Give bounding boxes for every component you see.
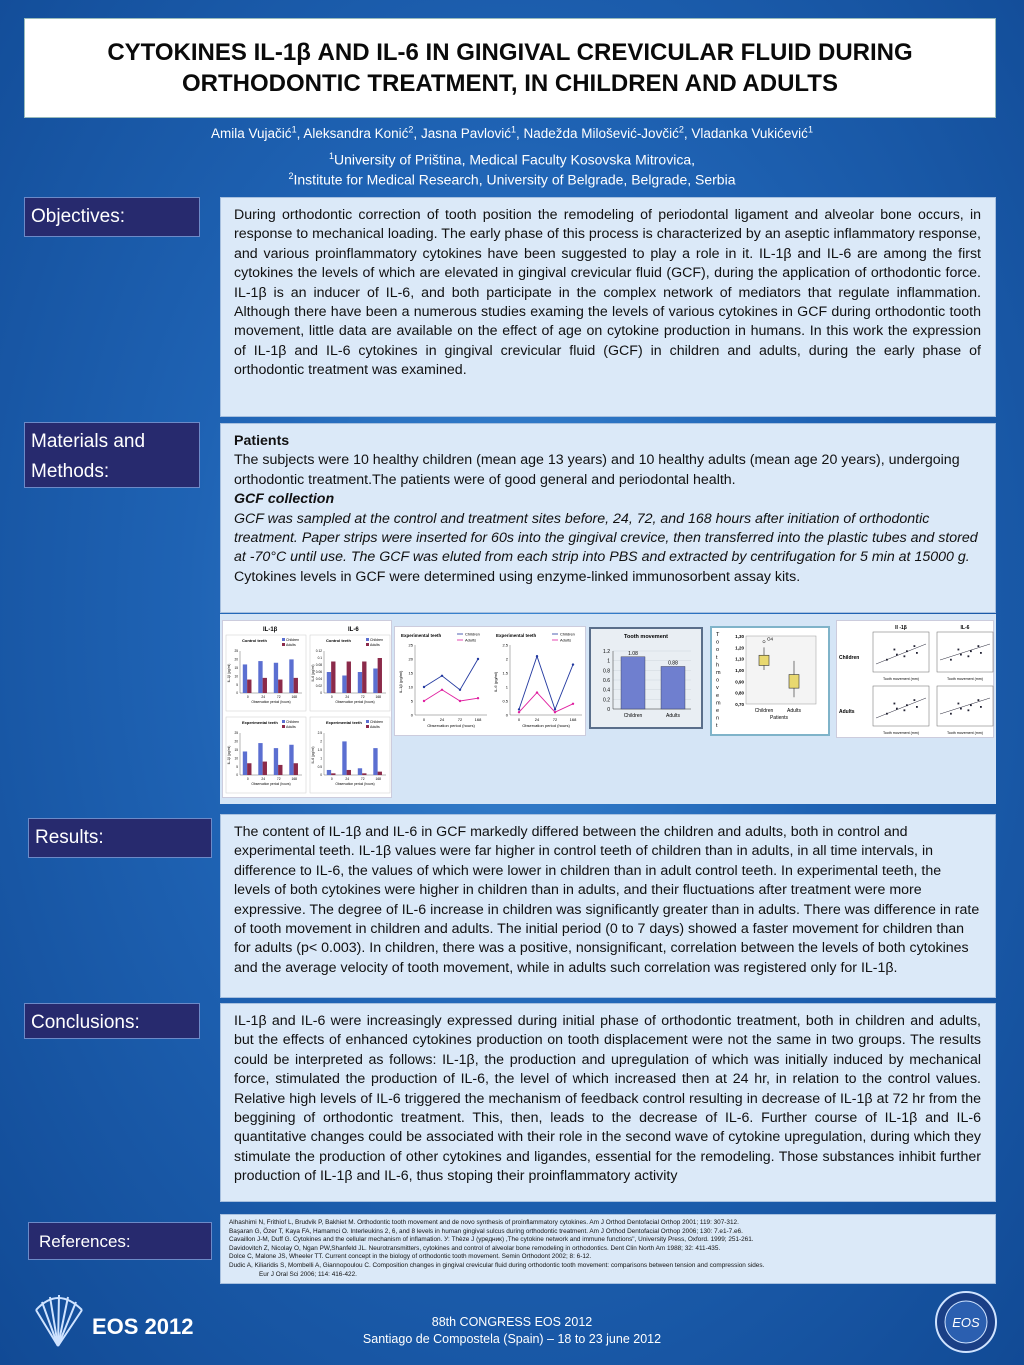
bar-value <box>621 657 645 709</box>
y-tick-label: 10 <box>408 684 413 690</box>
series-line-adults <box>424 690 478 701</box>
y-tick-label: 0.1 <box>317 656 322 661</box>
y-axis-letter: v <box>716 685 719 692</box>
x-tick-label: 24 <box>261 695 266 699</box>
legend-adults: Adults <box>465 637 477 643</box>
point-children <box>518 708 520 710</box>
x-tick-label: 24 <box>261 777 266 781</box>
y-axis-letter: m <box>716 700 721 707</box>
x-tick-label: 0 <box>246 777 249 781</box>
outlier-label: O4 <box>767 636 774 642</box>
y-tick-label: 10 <box>234 674 238 679</box>
y-axis-title: IL-1β (pg/ml) <box>227 745 231 765</box>
author: Vladanka Vukićević$^1$ <box>691 124 813 141</box>
bar-children <box>274 663 278 693</box>
methods-label <box>24 422 200 488</box>
y-tick-label: 1,00 <box>735 668 744 673</box>
series-line-adults <box>519 693 573 713</box>
bar-charts-figure <box>222 620 392 798</box>
bar-children <box>258 743 262 775</box>
reference-item-continuation: Eur J Oral Sci 2006; 114: 416-422. <box>259 1270 357 1278</box>
y-axis-letter: o <box>716 677 720 684</box>
objectives-panel <box>220 197 996 417</box>
bar-adults <box>278 765 282 775</box>
x-tick-label: 24 <box>345 777 350 781</box>
point-children <box>536 655 538 657</box>
row-header: Adults <box>839 709 855 715</box>
bar-adults <box>294 763 298 775</box>
correlation-svg <box>837 621 995 739</box>
svg-text:EOS 2012: EOS 2012 <box>92 1314 194 1339</box>
poster-title-line-1: CYTOKINES IL-1β AND IL-6 IN GINGIVAL CREVICULAR FLUID DURING <box>107 39 913 66</box>
x-tick-label: 72 <box>276 777 281 781</box>
plot-area <box>746 636 816 704</box>
affiliation-2: $^2$Institute for Medical Research, University of Belgrade, Belgrade, Serbia <box>288 171 736 188</box>
chart-title: Experimental teeth <box>326 720 362 725</box>
x-axis-title: Observation period (hours) <box>427 723 475 728</box>
point-adults <box>518 711 520 713</box>
gcf-text: GCF was sampled at the control and treatment sites before, 24, 72, and 168 hours after initiation of orthodontic treatment. Paper strips were inserted for 60s into the gingival crevice, then transferred into the plastic tubes and stored at -70°C until use. The GCF was eluted from each strip into PBS and extracted by centrifugation for 5 min at 15000 g. Cytokines levels in GCF were determined using enzyme-linked immunosorbent assay kits. <box>234 510 978 585</box>
legend-children: Children <box>286 720 300 724</box>
x-axis-title: Observation period (hours) <box>335 782 375 786</box>
box-adults <box>789 675 799 689</box>
author-list <box>0 124 1024 141</box>
gcf-heading: GCF collection <box>234 491 335 508</box>
y-tick-label: 2.5 <box>317 731 322 736</box>
y-tick-label: 0 <box>410 712 413 718</box>
y-tick-label: 0 <box>607 707 610 713</box>
scatter-point <box>916 706 918 708</box>
line-chart-il6-experimental <box>493 632 582 729</box>
chart-title: Control teeth <box>326 638 351 643</box>
y-tick-label: 1,10 <box>735 656 744 662</box>
reference-item: Cavaillon J-M, Duff G. Cytokines and the cellular mechanism of inflamation. У: Thèze J (уредник) ,The cytokine network and immune functions", University Press, Oxford. 1999; 251-261. <box>229 1236 754 1244</box>
scatter-point <box>894 703 896 705</box>
x-tick-label: 72 <box>360 777 365 781</box>
point-children <box>477 658 479 660</box>
legend-children: Children <box>370 720 384 724</box>
y-tick-label: 0.2 <box>603 697 610 704</box>
x-tick-label: 24 <box>439 717 445 722</box>
scatter-point <box>914 699 916 701</box>
y-tick-label: 0 <box>320 691 322 696</box>
conclusions-label: Conclusions: <box>24 1003 200 1039</box>
point-children <box>459 689 461 691</box>
bar-children <box>327 672 331 693</box>
bar-adults <box>247 680 251 693</box>
poster-title-box <box>24 18 996 118</box>
point-adults <box>536 691 538 693</box>
y-axis-title: IL-6 (pg/ml) <box>311 746 315 764</box>
fig-header-il1b: IL-1β <box>263 627 278 633</box>
data-label: 1.08 <box>628 650 638 657</box>
row-header: Children <box>839 655 860 661</box>
legend-adults: Adults <box>370 643 380 647</box>
x-axis-title: Observation period (hours) <box>335 700 375 704</box>
legend-swatch-children <box>366 638 369 641</box>
x-tick-label: 168 <box>291 695 298 699</box>
x-tick-label: 168 <box>474 717 482 722</box>
x-tick-label: 168 <box>375 695 382 699</box>
eos-2012-logo <box>28 1290 208 1352</box>
y-axis-letter: h <box>716 662 720 669</box>
poster-title-line-2: ORTHODONTIC TREATMENT, IN CHILDREN AND ADULTS <box>182 70 838 97</box>
y-tick-label: 1.5 <box>317 748 322 752</box>
y-tick-label: 0.12 <box>315 649 322 654</box>
x-tick-label: Adults <box>666 713 680 719</box>
references-panel <box>220 1214 996 1284</box>
bar-adults <box>347 662 351 694</box>
bar-chart-il1b-experimental <box>226 717 306 793</box>
y-tick-label: 5 <box>236 764 238 769</box>
reference-item: Alhashimi N, Frithiof L, Brudvik P, Bakhiet M. Orthodontic tooth movement and de novo synthesis of proinflammatory cytokines. Am J Orthod Dentofacial Orthop 2001; 119: 307-312. <box>229 1219 739 1226</box>
legend-swatch-adults <box>366 643 369 646</box>
scatter-point <box>980 706 982 708</box>
scatter-point <box>968 655 970 657</box>
scatter-point <box>960 708 962 710</box>
chart-title: Control teeth <box>242 638 267 643</box>
y-axis-letter: m <box>716 670 721 676</box>
bar-children <box>373 669 377 694</box>
tooth-movement-figure <box>589 627 703 729</box>
y-tick-label: 2.5 <box>502 642 508 648</box>
y-axis-letter: t <box>716 723 718 730</box>
bar-children <box>373 748 377 775</box>
reference-item: Başaran G, Özer T, Kaya FA, Hamamci O. Interleukins 2, 6, and 8 levels in human gingival sulcus during orthodontic treatment. Am J Orthod Dentofacial Orthop 2006; 130: 7.e1-7.e6. <box>229 1227 743 1235</box>
y-tick-label: 1 <box>505 684 508 690</box>
y-tick-label: 0.8 <box>603 668 610 675</box>
y-tick-label: 0 <box>505 712 508 718</box>
bar-children <box>289 745 293 775</box>
scatter-cell <box>873 632 929 672</box>
bar-children <box>358 768 362 775</box>
chart-title: Experimental teeth <box>401 633 442 638</box>
point-adults <box>572 703 574 705</box>
author: Nadežda Milošević-Jovčić$^2$, <box>523 124 692 141</box>
point-adults <box>441 689 443 691</box>
y-tick-label: 0,90 <box>735 679 744 685</box>
y-tick-label: 0,80 <box>735 690 744 696</box>
y-tick-label: 15 <box>234 666 238 670</box>
author: Amila Vujačić$^1$, <box>211 124 304 141</box>
y-axis-letter: T <box>716 632 720 638</box>
y-tick-label: 0.06 <box>315 670 322 675</box>
y-tick-label: 0 <box>236 773 238 778</box>
line-charts-svg <box>395 627 587 737</box>
x-tick-label: 168 <box>569 717 577 722</box>
x-tick-label: Children <box>623 713 643 719</box>
x-tick-label: 72 <box>360 695 365 699</box>
boxplot-svg <box>712 628 828 734</box>
chart-title: Tooth movement <box>624 634 668 640</box>
scatter-point <box>914 645 916 647</box>
legend-swatch-children <box>282 638 285 641</box>
footer-congress: 88th CONGRESS EOS 2012 <box>431 1315 593 1329</box>
y-tick-label: 15 <box>234 748 238 752</box>
x-tick-label: 72 <box>276 695 281 699</box>
methods-label-line-1: Materials and <box>31 431 146 452</box>
chart-title: Experimental teeth <box>496 633 537 638</box>
x-tick-label: 24 <box>534 717 540 722</box>
tooth-movement-boxplot <box>716 632 816 729</box>
y-tick-label: 0 <box>320 773 322 778</box>
y-axis-letter: t <box>716 654 718 661</box>
y-axis-letter: e <box>716 692 720 699</box>
y-tick-label: 1,20 <box>735 645 744 651</box>
y-tick-label: 15 <box>408 670 413 676</box>
y-tick-label: 25 <box>408 642 413 648</box>
point-adults <box>423 700 425 702</box>
x-tick-label: 168 <box>375 777 382 781</box>
point-children <box>441 675 443 677</box>
footer-location: Santiago de Compostela (Spain) – 18 to 23 june 2012 <box>362 1332 662 1346</box>
figures-panel <box>220 614 996 804</box>
y-tick-label: 0.5 <box>317 764 322 769</box>
reference-item: Davidovitch Z, Nicolay O, Ngan PW,Shanfeld JL. Neurotransmitters, cytokines and control of alveolar bone remodeling in orthodontics. Dent Clin North Am 1988; 32: 411-435. <box>229 1244 721 1252</box>
author: Jasna Pavlović$^1$, <box>420 124 524 141</box>
y-tick-label: 25 <box>234 649 238 654</box>
bar-charts-svg <box>223 621 393 799</box>
y-axis-title: IL-1β (pg/ml) <box>227 663 231 683</box>
y-axis-title: IL-1β (pg/ml) <box>398 670 403 694</box>
point-adults <box>554 711 556 713</box>
bar-children <box>342 676 346 694</box>
bar-value <box>661 666 685 709</box>
legend-children: Children <box>465 631 480 637</box>
bar-chart-il6-control <box>310 635 390 711</box>
y-tick-label: 0.4 <box>603 687 610 694</box>
bar-adults <box>347 770 351 775</box>
legend-children: Children <box>370 638 384 642</box>
legend-swatch-adults <box>282 643 285 646</box>
legend-swatch-adults <box>282 725 285 728</box>
objectives-label: Objectives: <box>24 197 200 237</box>
point-adults <box>477 697 479 699</box>
y-tick-label: 2 <box>320 739 322 744</box>
line-chart-il1b-experimental <box>398 632 487 729</box>
scatter-point <box>958 649 960 651</box>
data-label: 0.88 <box>668 660 678 667</box>
scatter-point <box>980 652 982 654</box>
x-axis-title: Observation period (hours) <box>251 700 291 704</box>
correlation-figure <box>836 620 994 738</box>
y-tick-label: 0.6 <box>603 678 610 684</box>
x-tick-label: 0 <box>422 717 426 722</box>
y-axis-title: IL-6 (pg/ml) <box>311 664 315 682</box>
bar-children <box>243 751 247 775</box>
x-axis-title: Tooth movement (mm) <box>883 677 919 681</box>
scatter-point <box>904 655 906 657</box>
scatter-point <box>958 703 960 705</box>
y-tick-label: 20 <box>234 657 238 662</box>
bar-adults <box>378 658 382 693</box>
y-tick-label: 1 <box>320 756 322 761</box>
methods-panel <box>220 423 996 613</box>
y-tick-label: 10 <box>234 756 238 761</box>
scatter-point <box>894 649 896 651</box>
bar-adults <box>263 678 267 693</box>
reference-item: Dolce C, Malone JS, Wheeler TT. Current concept in the biology of orthodontic tooth movement. Semin Orthodont 2002; 8: 6-12. <box>229 1253 592 1261</box>
x-axis-title: Tooth movement (mm) <box>883 731 919 735</box>
scatter-point <box>978 645 980 647</box>
bar-adults <box>378 772 382 775</box>
legend-adults: Adults <box>286 643 296 647</box>
y-tick-label: 20 <box>408 656 413 662</box>
legend-children: Children <box>286 638 300 642</box>
affiliation-1: $^1$University of Priština, Medical Faculty Kosovska Mitrovica, <box>328 151 695 168</box>
line-charts-figure <box>394 626 586 736</box>
box-children <box>759 655 769 665</box>
bar-children <box>342 741 346 775</box>
scatter-point <box>916 652 918 654</box>
references-label: References: <box>28 1222 212 1260</box>
correlation-scatter-grid <box>839 625 993 735</box>
bar-adults <box>247 763 251 775</box>
y-tick-label: 0 <box>236 691 238 696</box>
scatter-cell <box>873 686 929 726</box>
point-children <box>554 708 556 710</box>
point-children <box>572 663 574 665</box>
eos-seal-icon <box>934 1290 998 1354</box>
bar-adults <box>263 762 267 775</box>
objectives-text: During orthodontic correction of tooth position the remodeling of periodontal ligament and alveolar bone occurs, in response to mechanical loading. The early phase of this process is characterized by an aseptic inflammatory response, and various proinflammatory cytokines have been suggested to play a role in it. IL-1β and IL-6 are among the first cytokines the levels of which are elevated in gingival crevicular fluid (GCF), during the application of orthodontic force. IL-1β is an inducer of IL-6, and both participate in the complex network of mediators that regulate inflammation. Although there have been a numerous studies examing the levels of various cytokines in GCF during orthodontic tooth movement, little data are available on the effect of age on cytokine production in humans. In this work the expression of IL-1β and IL-6 cytokines in gingival crevicular fluid (GCF) in children and adults, during the early phase of orthodontic treatment was examined. <box>234 207 981 379</box>
reference-item: Dudic A, Kiliaridis S, Mombelli A, Giannopoulou C. Composition changes in gingival crevicular fluid during orthodontic tooth movement: comparisons between tension and compression sides. <box>229 1261 765 1269</box>
legend-adults: Adults <box>286 725 296 729</box>
y-tick-label: 2 <box>505 656 508 662</box>
x-tick-label: 0 <box>246 695 249 699</box>
bar-adults <box>362 662 366 694</box>
scatter-point <box>950 713 952 715</box>
bar-adults <box>331 773 335 775</box>
scatter-point <box>960 654 962 656</box>
y-tick-label: 25 <box>234 731 238 736</box>
bar-adults <box>294 678 298 693</box>
x-axis-title: Tooth movement (mm) <box>947 677 983 681</box>
author: Aleksandra Konić$^2$, <box>303 124 421 141</box>
bar-adults <box>331 662 335 694</box>
y-tick-label: 1,30 <box>735 634 744 639</box>
x-tick-label: Adults <box>787 708 801 714</box>
y-axis-letter: o <box>716 647 720 654</box>
bar-adults <box>278 680 282 693</box>
legend-adults: Adults <box>560 637 572 643</box>
scatter-point <box>978 699 980 701</box>
bar-adults <box>362 773 366 775</box>
scallop-shell-icon <box>28 1290 208 1352</box>
bar-chart-il6-experimental <box>310 717 390 793</box>
y-tick-label: 1.5 <box>502 670 508 676</box>
scatter-point <box>968 709 970 711</box>
x-tick-label: 24 <box>345 695 350 699</box>
column-header: Il -1β <box>895 625 907 631</box>
y-tick-label: 0.04 <box>315 677 322 682</box>
results-panel <box>220 814 996 998</box>
y-axis-letter: n <box>716 715 720 722</box>
y-tick-label: 0,70 <box>735 702 744 707</box>
legend-children: Children <box>560 631 575 637</box>
boxplot-figure <box>710 626 830 736</box>
patients-heading: Patients <box>234 433 290 449</box>
y-tick-label: 20 <box>234 739 238 744</box>
point-adults <box>459 700 461 702</box>
y-tick-label: 1.2 <box>603 649 610 655</box>
y-axis-letter: e <box>716 708 720 714</box>
legend-swatch-adults <box>366 725 369 728</box>
patients-text: The subjects were 10 healthy children (mean age 13 years) and 10 healthy adults (mean age 20 years), undergoing orthodontic treatment.The patients were of good general and periodontal health. <box>234 452 960 488</box>
eos-seal-logo <box>934 1290 998 1354</box>
bar-children <box>258 661 262 693</box>
y-tick-label: 5 <box>410 698 413 704</box>
chart-title: Experimental teeth <box>242 720 278 725</box>
y-tick-label: 0.02 <box>315 684 322 689</box>
x-tick-label: Children <box>754 708 774 714</box>
x-tick-label: 72 <box>457 717 463 722</box>
conclusions-text: IL-1β and IL-6 were increasingly expressed during initial phase of orthodontic treatment, both in children and adults, but the effects of enhanced cytokines production on tooth displacement were not the same in two groups. The results could be interpreted as follows: IL-1β, the production and upregulation of which was initially induced by mechanical force, stimulated the production of IL-6, the level of which increased then at 24 hr, in relation to the control values. Relative high levels of IL-6 triggered the mechanism of feedback control resulting in decrease of IL-1β at 72 hr from the beggining of orthodontic treatment. This, then, leads to the decrease of IL-6. Further course of IL-1β and IL-6 quantitative changes could be associated with their role in the second wave of cytokine upregulation, during which they stimulate the production of other cytokines and ligandes, essential for the remodeling. Those substances inhibit further production of IL-1β and IL-6, thus stoping their proinflammatory activity <box>234 1013 981 1185</box>
tooth-movement-svg <box>591 629 701 727</box>
fig-header-il6: IL-6 <box>348 627 359 633</box>
methods-label-line-2: Methods: <box>31 461 110 482</box>
column-header: IL-6 <box>960 625 970 631</box>
y-axis-letter: o <box>716 639 720 646</box>
y-tick-label: 0.08 <box>315 663 322 668</box>
x-tick-label: 168 <box>291 777 298 781</box>
results-text: The content of IL-1β and IL-6 in GCF markedly differed between the children and adults, both in control and experimental teeth. IL-1β values were far higher in control teeth of children than in adults, in all time intervals, in difference to IL-6, the values of which were lower in children than in adult control teeth. In experimental teeth, the levels of both cytokines were higher in children than in adults, and their fluctuations after treatment were more expressive. The degree of IL-6 increase in children was significantly greater than in adults. There was difference in rate of tooth movement in children and adults. The initial period (0 to 7 days) showed a faster movement for children than for adults (p< 0.003). In children, there was a positive, nonsignificant, correlation between the levels of both cytokines and the average velocity of tooth movement, while in adults such correlation was registered only for IL-1β. <box>234 824 980 976</box>
bar-children <box>289 659 293 693</box>
point-children <box>423 686 425 688</box>
bar-children <box>274 748 278 775</box>
x-axis-title: Observation period (hours) <box>522 723 570 728</box>
bar-children <box>358 672 362 693</box>
x-tick-label: 0 <box>330 695 333 699</box>
bar-children <box>243 664 247 693</box>
y-tick-label: 0.5 <box>502 698 508 704</box>
bar-children <box>327 770 331 775</box>
y-tick-label: 5 <box>236 682 238 687</box>
svg-text:EOS: EOS <box>952 1315 980 1330</box>
scatter-point <box>904 709 906 711</box>
legend-adults: Adults <box>370 725 380 729</box>
legend-swatch-children <box>366 720 369 723</box>
tooth-movement-bar-chart <box>591 629 701 727</box>
legend-swatch-children <box>282 720 285 723</box>
x-tick-label: 72 <box>552 717 558 722</box>
series-line-children <box>424 659 478 690</box>
x-axis-title: Observation period (hours) <box>251 782 291 786</box>
x-tick-label: 0 <box>330 777 333 781</box>
results-label: Results: <box>28 818 212 858</box>
series-line-children <box>519 656 573 709</box>
scatter-point <box>950 659 952 661</box>
bar-chart-il1b-control <box>226 635 306 711</box>
x-tick-label: 0 <box>517 717 521 722</box>
x-axis-title: Tooth movement (mm) <box>947 731 983 735</box>
y-tick-label: 1 <box>607 658 610 665</box>
y-axis-title: IL-6 (pg/ml) <box>493 671 498 693</box>
conclusions-panel <box>220 1003 996 1202</box>
x-axis-title: Patients <box>769 715 789 721</box>
